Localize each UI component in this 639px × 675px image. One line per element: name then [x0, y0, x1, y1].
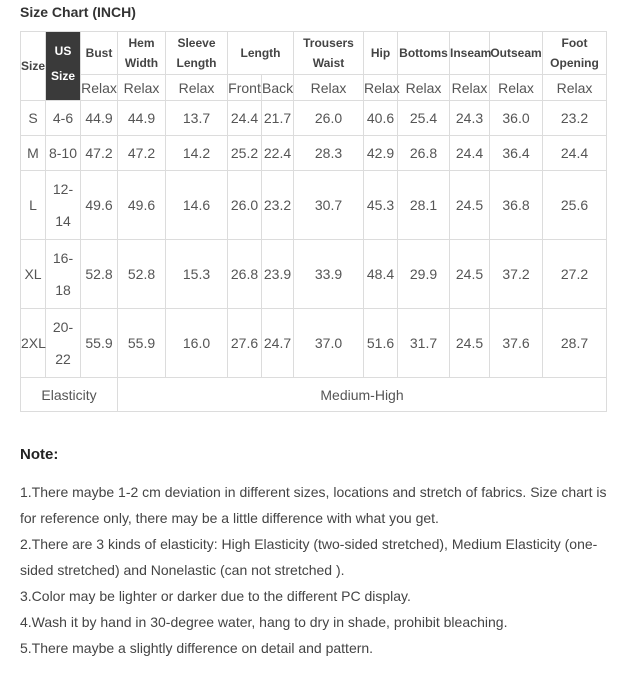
inseam-cell: 24.5 — [450, 309, 490, 378]
bottoms-cell: 31.7 — [398, 309, 450, 378]
back-length-cell: 23.9 — [262, 240, 294, 309]
size-cell: M — [21, 136, 46, 171]
us-size-cell: 20- 22 — [46, 309, 81, 378]
bottoms-cell: 26.8 — [398, 136, 450, 171]
front-length-cell: 24.4 — [228, 101, 262, 136]
size-cell: S — [21, 101, 46, 136]
sleeve-cell: 16.0 — [166, 309, 228, 378]
header-sleeve-length: Sleeve Length — [166, 32, 228, 75]
back-length-cell: 23.2 — [262, 171, 294, 240]
sleeve-cell: 13.7 — [166, 101, 228, 136]
front-length-cell: 27.6 — [228, 309, 262, 378]
table-row — [21, 171, 607, 240]
front-length-cell: 26.8 — [228, 240, 262, 309]
notes-list — [20, 479, 620, 661]
header-size: Size — [21, 32, 46, 101]
elasticity-label: Elasticity — [21, 378, 118, 412]
header-outseam: Outseam — [490, 32, 543, 75]
subheader-cell: Back — [262, 75, 294, 101]
bottoms-cell: 29.9 — [398, 240, 450, 309]
elasticity-row — [21, 378, 607, 412]
header-trousers-waist: Trousers Waist — [294, 32, 364, 75]
elasticity-value: Medium-High — [118, 378, 607, 412]
sleeve-cell: 14.6 — [166, 171, 228, 240]
subheader-cell: Relax — [118, 75, 166, 101]
bust-cell: 47.2 — [81, 136, 118, 171]
back-length-cell: 21.7 — [262, 101, 294, 136]
sleeve-cell: 15.3 — [166, 240, 228, 309]
foot-opening-cell: 24.4 — [543, 136, 607, 171]
subheader-row — [21, 75, 607, 101]
waist-cell: 26.0 — [294, 101, 364, 136]
size-chart-table — [20, 31, 607, 412]
foot-opening-cell: 23.2 — [543, 101, 607, 136]
sleeve-cell: 14.2 — [166, 136, 228, 171]
inseam-cell: 24.4 — [450, 136, 490, 171]
waist-cell: 28.3 — [294, 136, 364, 171]
size-cell: 2XL — [21, 309, 46, 378]
subheader-cell: Front — [228, 75, 262, 101]
subheader-cell: Relax — [166, 75, 228, 101]
foot-opening-cell: 28.7 — [543, 309, 607, 378]
table-row — [21, 240, 607, 309]
hip-cell: 42.9 — [364, 136, 398, 171]
bottoms-cell: 25.4 — [398, 101, 450, 136]
bust-cell: 44.9 — [81, 101, 118, 136]
foot-opening-cell: 27.2 — [543, 240, 607, 309]
note-item: 3.Color may be lighter or darker due to the different PC display. — [20, 588, 411, 604]
size-cell: L — [21, 171, 46, 240]
waist-cell: 30.7 — [294, 171, 364, 240]
foot-opening-cell: 25.6 — [543, 171, 607, 240]
outseam-cell: 37.2 — [490, 240, 543, 309]
note-heading: Note: — [20, 446, 59, 463]
hem-cell: 44.9 — [118, 101, 166, 136]
header-hem-width: Hem Width — [118, 32, 166, 75]
subheader-cell: Relax — [398, 75, 450, 101]
chart-title: Size Chart (INCH) — [20, 4, 136, 20]
subheader-cell: Relax — [294, 75, 364, 101]
header-bottoms: Bottoms — [398, 32, 450, 75]
note-item: 5.There maybe a slightly difference on detail and pattern. — [20, 640, 374, 656]
subheader-cell: Relax — [450, 75, 490, 101]
hip-cell: 45.3 — [364, 171, 398, 240]
us-size-cell: 8-10 — [46, 136, 81, 171]
inseam-cell: 24.5 — [450, 171, 490, 240]
size-cell: XL — [21, 240, 46, 309]
front-length-cell: 26.0 — [228, 171, 262, 240]
outseam-cell: 36.0 — [490, 101, 543, 136]
hip-cell: 40.6 — [364, 101, 398, 136]
back-length-cell: 24.7 — [262, 309, 294, 378]
us-size-cell: 4-6 — [46, 101, 81, 136]
header-length: Length — [228, 32, 294, 75]
subheader-cell: Relax — [364, 75, 398, 101]
bust-cell: 52.8 — [81, 240, 118, 309]
bottoms-cell: 28.1 — [398, 171, 450, 240]
hip-cell: 51.6 — [364, 309, 398, 378]
hip-cell: 48.4 — [364, 240, 398, 309]
subheader-cell: Relax — [490, 75, 543, 101]
note-item: 2.There are 3 kinds of elasticity: High Elasticity (two-sided stretched), Medium Elasticity (one-sided stretched) and Nonelastic (can not stretched ). — [20, 536, 598, 578]
outseam-cell: 37.6 — [490, 309, 543, 378]
header-foot-opening: Foot Opening — [543, 32, 607, 75]
waist-cell: 37.0 — [294, 309, 364, 378]
waist-cell: 33.9 — [294, 240, 364, 309]
header-inseam: Inseam — [450, 32, 490, 75]
subheader-cell: Relax — [543, 75, 607, 101]
header-bust: Bust — [81, 32, 118, 75]
outseam-cell: 36.8 — [490, 171, 543, 240]
table-row — [21, 309, 607, 378]
outseam-cell: 36.4 — [490, 136, 543, 171]
inseam-cell: 24.5 — [450, 240, 490, 309]
note-item: 4.Wash it by hand in 30-degree water, hang to dry in shade, prohibit bleaching. — [20, 614, 508, 630]
table-row — [21, 136, 607, 171]
subheader-cell: Relax — [81, 75, 118, 101]
bust-cell: 55.9 — [81, 309, 118, 378]
header-hip: Hip — [364, 32, 398, 75]
header-row — [21, 32, 607, 75]
back-length-cell: 22.4 — [262, 136, 294, 171]
us-size-cell: 12- 14 — [46, 171, 81, 240]
us-size-cell: 16- 18 — [46, 240, 81, 309]
hem-cell: 55.9 — [118, 309, 166, 378]
table-row — [21, 101, 607, 136]
inseam-cell: 24.3 — [450, 101, 490, 136]
hem-cell: 52.8 — [118, 240, 166, 309]
header-us-size: US Size — [46, 32, 81, 101]
bust-cell: 49.6 — [81, 171, 118, 240]
hem-cell: 49.6 — [118, 171, 166, 240]
hem-cell: 47.2 — [118, 136, 166, 171]
note-item: 1.There maybe 1-2 cm deviation in different sizes, locations and stretch of fabrics. Size chart is for reference only, there may be a little difference with what you get. — [20, 484, 607, 526]
front-length-cell: 25.2 — [228, 136, 262, 171]
